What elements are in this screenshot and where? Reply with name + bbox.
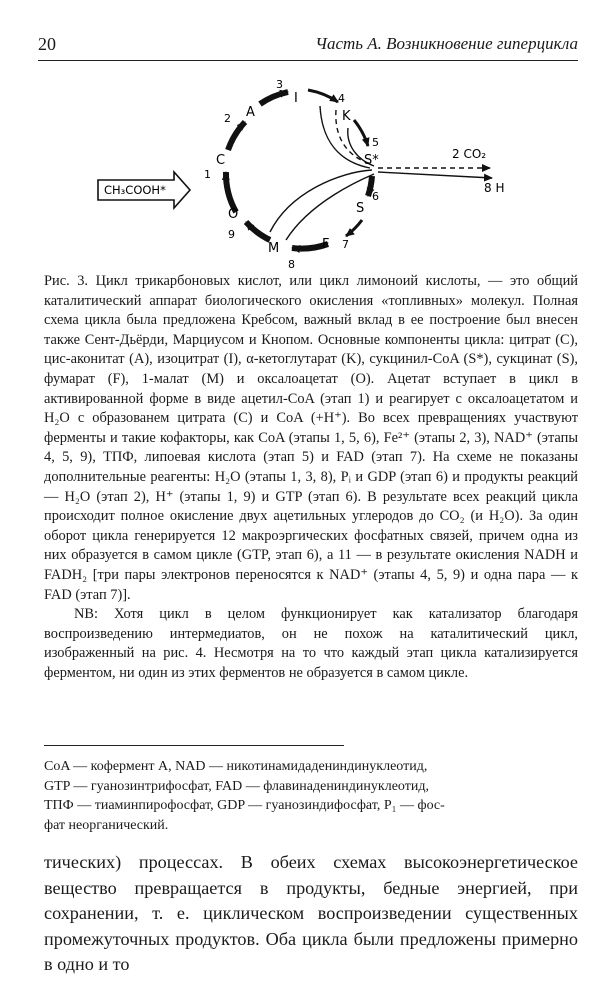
caption-text: Рис. 3. Цикл трикарбоновых кислот, или цикл лимоноий кислоты, — это общий каталитический аппарат биологического окисления «топливных» молекул. Полная схема цикла была предложена Кребсом, важный вклад в ее построение был внесен также Сент-Дьёрди, Марциусом и Кнопом. Основные компоненты цикла: цитрат (C), цис-аконитат (A), изоцитрат (I), α-кетоглутарат (K), сукцинил-CoA (S*), сукцинат (S), фумарат (F), 1-малат (M) и оксалоацетат (O). Ацетат вступает в цикл в активированной форме в виде ацетил-CoA (этап 1) и реагирует с оксалоацетатом и H₂O с образованем цитрата (C) и CoA (+H⁺). Во всех превращениях участвуют ферменты и такие кофакторы, как CoA (этапы 1, 5, 6), Fe²⁺ (этапы 2, 3), NAD⁺ (этапы 4, 5, 9), ТПФ, липоевая кислота (этап 5) и FAD (этап 7). На схеме не показаны дополнительные реагенты: H₂O (этапы 1, 3, 8), Pᵢ и GDP (этап 6) и продукты реакций — H₂O (этап 2), H⁺ (этапы 1, 9) и GTP (этап 6). В результате всех реакций цикла происходит полное окисление двух ацетильных углеродов до CO₂ (и H₂O). За один оборот цикла генерируется 12 макроэргических фосфатных связей, причем одна из них образуется в самом цикле (GTP, этап 6), а 11 — в результате окисления NADH и FADH₂ [три пары электронов переносятся к NAD⁺ (этапы 4, 5, 9) и одна пара — к FAD (этап 7)].	[44, 273, 578, 603]
step-8: 8	[288, 258, 295, 271]
figure-caption	[44, 272, 578, 683]
footnote-line: CoA — кофермент A, NAD — никотинамидадениндинуклеотид,	[44, 759, 428, 774]
page-number: 20	[38, 34, 56, 54]
node-f: F	[322, 237, 330, 252]
step-4: 4	[338, 92, 345, 105]
node-i: I	[294, 91, 298, 106]
cycle-arc-m-o	[246, 222, 270, 240]
step-1: 1	[204, 168, 211, 181]
input-label: CH₃COOH*	[104, 183, 166, 197]
h-label: 8 H	[484, 181, 505, 195]
node-s: S	[356, 201, 365, 216]
step-2: 2	[224, 112, 231, 125]
footnote-line: ТПФ — тиаминпирофосфат, GDP — гуанозиндифосфат, P₁ — фос-	[44, 798, 445, 813]
step-6: 6	[372, 190, 379, 203]
krebs-cycle-diagram	[90, 72, 530, 272]
co2-label: 2 CO₂	[452, 147, 487, 161]
cycle-arc-i-k	[308, 90, 338, 102]
running-title: Часть А. Возникновение гиперцикла	[315, 34, 578, 53]
cycle-arc-c-a	[228, 122, 245, 150]
cycle-arc-a-i	[260, 92, 288, 104]
cycle-arc-k-s-star	[354, 120, 368, 146]
step-7: 7	[342, 238, 349, 251]
footnote	[44, 757, 578, 835]
cycle-arc-s-f	[346, 220, 362, 236]
node-o: O	[228, 207, 239, 222]
page-header	[38, 34, 578, 58]
body-paragraph: тических) процессах. В обеих схемах высокоэнергетическое вещество превращается в продукты, бедные энергией, при сохранении, т. е. циклическом воспроизведении существенных промежуточных продуктов. Оба цикла были предложены примерно в одно и то	[44, 852, 578, 974]
footnote-line: фат неорганический.	[44, 817, 169, 833]
node-c: C	[216, 153, 226, 168]
header-rule	[38, 60, 578, 61]
step-3: 3	[276, 78, 283, 91]
node-a: A	[246, 105, 255, 120]
step-5: 5	[372, 136, 379, 149]
h-arrow	[378, 172, 492, 178]
node-m: M	[268, 241, 280, 256]
footnote-rule	[44, 745, 344, 746]
node-k: K	[342, 109, 351, 124]
cycle-arc-o-c	[226, 172, 236, 212]
step-9: 9	[228, 228, 235, 241]
footnote-line: GTP — гуанозинтрифосфат, FAD — флавинадениндинуклеотид,	[44, 778, 429, 794]
caption-nb: NB: Хотя цикл в целом функционирует как катализатор благодаря воспроизведению интермедиатов, он не похож на каталитический цикл, изображенный на рис. 4. Несмотря на то что каждый этап цикла катализируется ферментом, ни один из этих ферментов не образуется в самом цикле.	[44, 606, 578, 681]
node-s-star: S*	[364, 153, 379, 168]
body-text	[44, 850, 578, 978]
